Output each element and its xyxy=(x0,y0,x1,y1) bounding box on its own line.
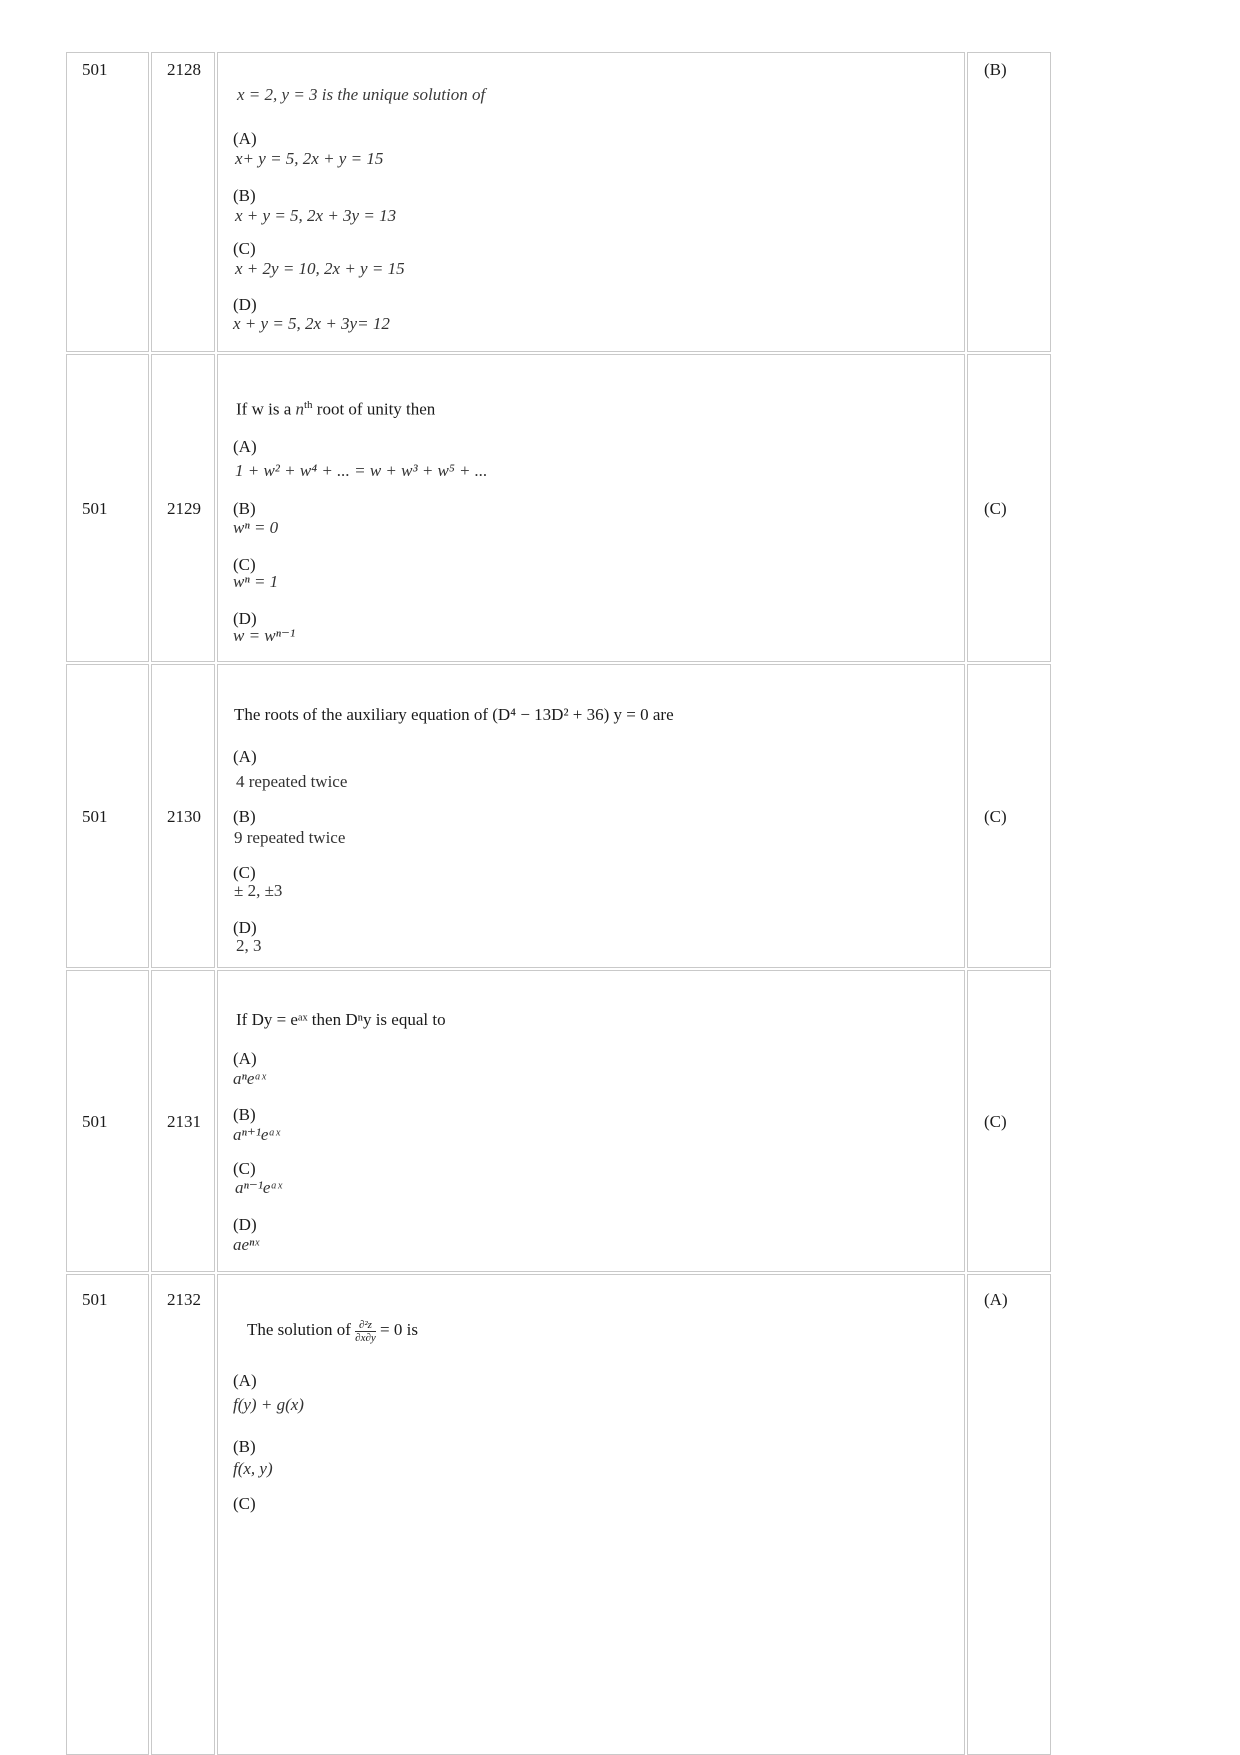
option-c-text: wⁿ = 1 xyxy=(233,572,279,591)
fraction-numerator: ∂²z xyxy=(355,1319,376,1332)
option-c-text: aⁿ⁻¹eᵃˣ xyxy=(235,1178,283,1197)
question-id: 2130 xyxy=(167,807,201,826)
row-2128-answer-cell xyxy=(967,52,1051,352)
fraction-denominator: ∂x∂y xyxy=(355,1331,376,1344)
option-d-label: (D) xyxy=(233,609,257,628)
option-d-text: 2, 3 xyxy=(236,936,262,955)
row-2131-answer-cell xyxy=(967,970,1051,1272)
answer-key: (B) xyxy=(984,60,1007,79)
option-d-label: (D) xyxy=(233,295,257,314)
answer-key: (C) xyxy=(984,499,1007,518)
row-2128-qid-cell xyxy=(151,52,215,352)
question-text-pre: If w is a xyxy=(236,399,296,419)
option-c-label: (C) xyxy=(233,1159,256,1178)
row-2132-answer-cell xyxy=(967,1274,1051,1755)
option-a-label: (A) xyxy=(233,437,257,456)
option-a-text: aⁿeᵃˣ xyxy=(233,1069,266,1088)
subject-code: 501 xyxy=(82,499,108,518)
option-b-text: aⁿ⁺¹eᵃˣ xyxy=(233,1125,281,1144)
option-b-text: f(x, y) xyxy=(233,1459,273,1478)
option-d-text: aeⁿˣ xyxy=(233,1235,260,1254)
option-b-label: (B) xyxy=(233,1437,256,1456)
option-b-label: (B) xyxy=(233,1105,256,1124)
row-2130-subject-cell xyxy=(66,664,149,968)
option-a-text: 4 repeated twice xyxy=(236,772,348,791)
option-a-label: (A) xyxy=(233,747,257,766)
option-d-label: (D) xyxy=(233,918,257,937)
question-id: 2129 xyxy=(167,499,201,518)
option-a-label: (A) xyxy=(233,1049,257,1068)
row-2129-answer-cell xyxy=(967,354,1051,662)
option-b-text: wⁿ = 0 xyxy=(233,518,279,537)
row-2131-subject-cell xyxy=(66,970,149,1272)
question-text xyxy=(236,395,435,420)
subject-code: 501 xyxy=(82,60,108,79)
question-text-var: n xyxy=(295,399,304,419)
question-id: 2131 xyxy=(167,1112,201,1131)
question-text-post: = 0 is xyxy=(375,1320,418,1339)
answer-key: (A) xyxy=(984,1290,1008,1309)
option-b-text: x + y = 5, 2x + 3y = 13 xyxy=(235,206,397,225)
answer-key: (C) xyxy=(984,1112,1007,1131)
question-text: If Dy = eᵃˣ then Dⁿy is equal to xyxy=(236,1010,446,1029)
option-a-text: f(y) + g(x) xyxy=(233,1395,304,1414)
option-c-label: (C) xyxy=(233,555,256,574)
question-id: 2132 xyxy=(167,1290,201,1309)
option-b-label: (B) xyxy=(233,807,256,826)
option-d-text: w = wⁿ⁻¹ xyxy=(233,626,296,645)
subject-code: 501 xyxy=(82,1290,108,1309)
option-b-label: (B) xyxy=(233,499,256,518)
row-2132-qid-cell xyxy=(151,1274,215,1755)
question-text-sup: th xyxy=(303,399,313,411)
answer-key: (C) xyxy=(984,807,1007,826)
partial-derivative-fraction xyxy=(355,1319,376,1344)
option-a-text: x+ y = 5, 2x + y = 15 xyxy=(235,149,384,168)
row-2132-subject-cell xyxy=(66,1274,149,1755)
subject-code: 501 xyxy=(82,807,108,826)
subject-code: 501 xyxy=(82,1112,108,1131)
option-a-label: (A) xyxy=(233,1371,257,1390)
row-2129-subject-cell xyxy=(66,354,149,662)
option-d-label: (D) xyxy=(233,1215,257,1234)
option-c-label: (C) xyxy=(233,863,256,882)
row-2130-answer-cell xyxy=(967,664,1051,968)
question-id: 2128 xyxy=(167,60,201,79)
question-text xyxy=(247,1316,418,1344)
row-2132-question-cell xyxy=(217,1274,965,1755)
option-c-label: (C) xyxy=(233,1494,256,1513)
question-text-post: root of unity then xyxy=(312,399,436,419)
option-c-label: (C) xyxy=(233,239,256,258)
question-text-pre: The solution of xyxy=(247,1320,356,1339)
option-c-text: x + 2y = 10, 2x + y = 15 xyxy=(235,259,405,278)
question-text: x = 2, y = 3 is the unique solution of xyxy=(237,85,486,104)
option-b-text: 9 repeated twice xyxy=(234,828,346,847)
option-a-text: 1 + w² + w⁴ + ... = w + w³ + w⁵ + ... xyxy=(235,461,488,480)
row-2128-subject-cell xyxy=(66,52,149,352)
option-d-text: x + y = 5, 2x + 3y= 12 xyxy=(233,314,390,333)
option-b-label: (B) xyxy=(233,186,256,205)
question-text: The roots of the auxiliary equation of (D⁴ − 13D² + 36) y = 0 are xyxy=(234,705,674,724)
option-c-text: ± 2, ±3 xyxy=(234,881,283,900)
option-a-label: (A) xyxy=(233,129,257,148)
